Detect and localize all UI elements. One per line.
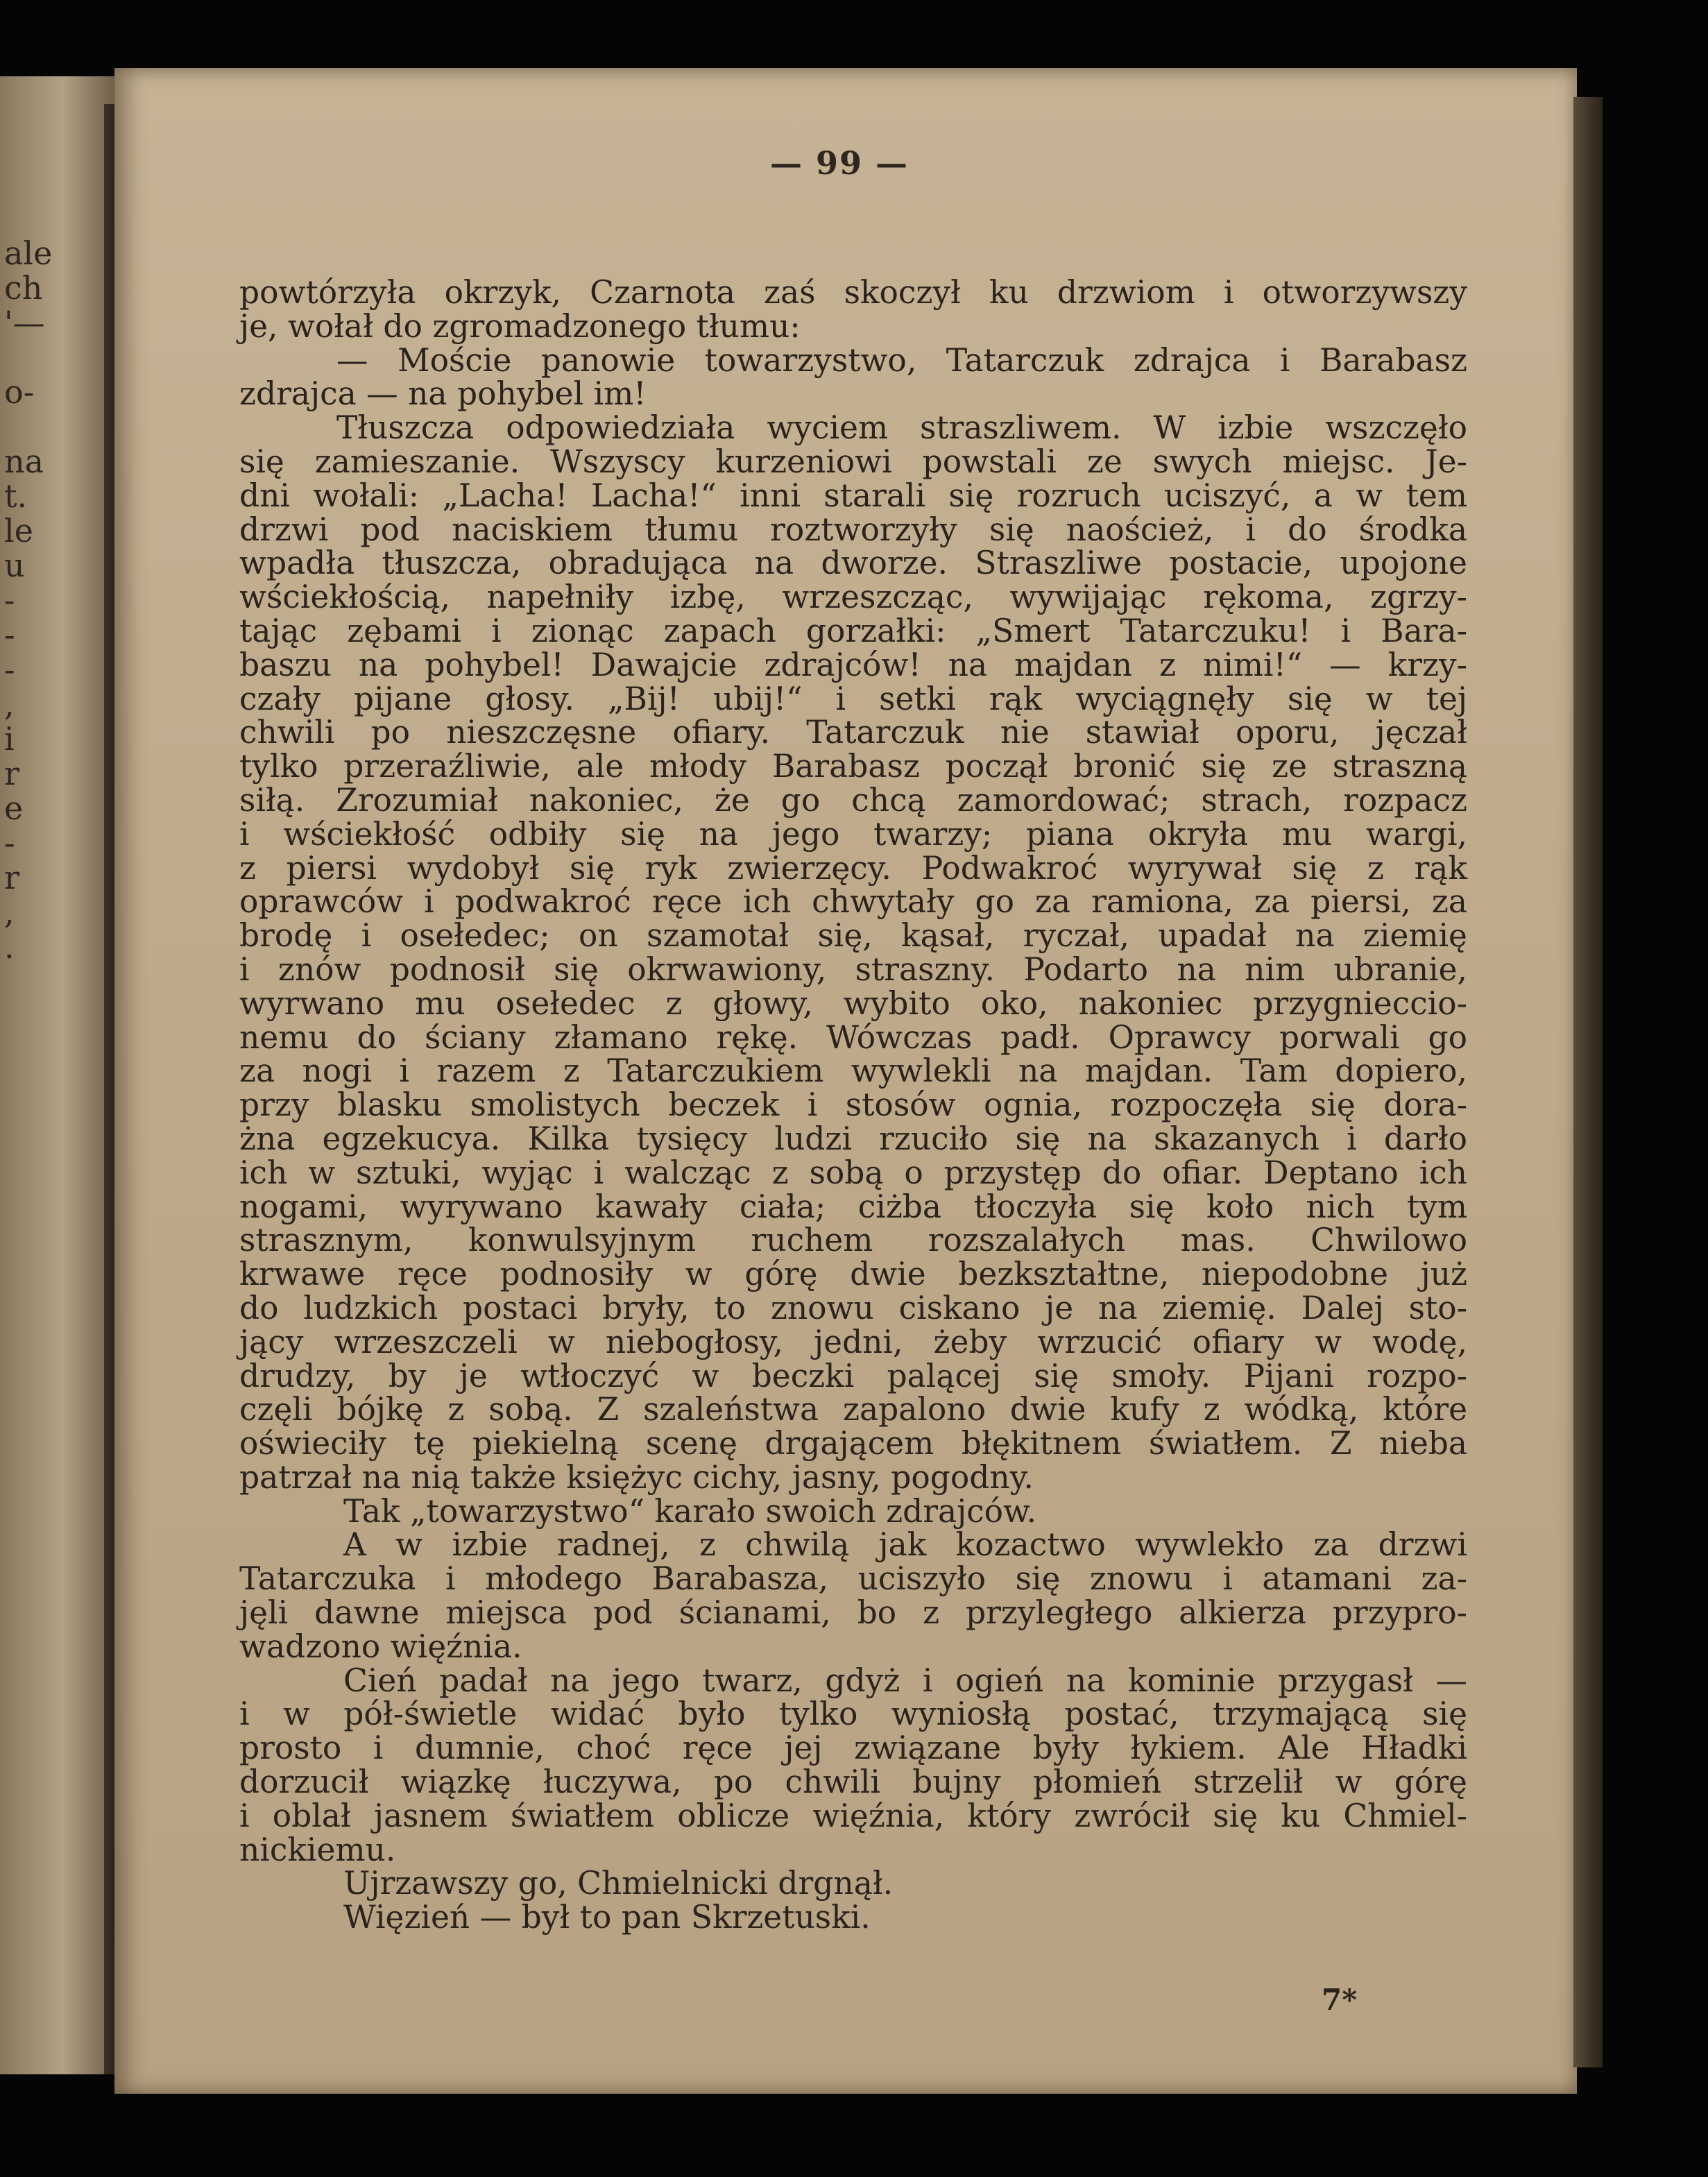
- text-line: oświeciły tę piekielną scenę drgającem błękitnem światłem. Z nieba: [239, 1425, 1467, 1462]
- text-line: Więzień — był to pan Skrzetuski.: [343, 1899, 871, 1936]
- text-line: wyrwano mu osełedec z głowy, wybito oko, nakoniec przygnieccio-: [239, 984, 1467, 1022]
- text-line: chwili po nieszczęsne ofiary. Tatarczuk nie stawiał oporu, jęczał: [239, 714, 1467, 751]
- text-line: częli bójkę z sobą. Z szaleństwa zapalono dwie kufy z wódką, które: [239, 1391, 1467, 1428]
- text-line: tając zębami i zionąc zapach gorzałki: „Smert Tatarczuku! i Bara-: [239, 612, 1467, 649]
- text-line: wpadła tłuszcza, obradująca na dworze. Straszliwe postacie, upojone: [239, 545, 1467, 582]
- text-line: A w izbie radnej, z chwilą jak kozactwo wywlekło za drzwi: [343, 1526, 1467, 1564]
- text-line: brodę i osełedec; on szamotał się, kąsał, ryczał, upadał na ziemię: [239, 917, 1467, 955]
- left-page-text-fragments: ale ch '— o- na t. le u - - - , i r e - r , .: [4, 234, 53, 966]
- text-line: wadzono więźnia.: [239, 1628, 522, 1665]
- signature-mark: 7*: [1322, 1983, 1358, 2017]
- text-line: czały pijane głosy. „Bij! ubij!“ i setki rąk wyciągnęły się w tej: [239, 680, 1467, 717]
- left-page-edge: [0, 76, 114, 2074]
- text-line: nogami, wyrywano kawały ciała; ciżba tłoczyła się koło nich tym: [239, 1188, 1467, 1225]
- text-line: dni wołali: „Lacha! Lacha!“ inni starali się rozruch uciszyć, a w tem: [239, 477, 1467, 514]
- text-line: i wściekłość odbiły się na jego twarzy; piana okryła mu wargi,: [239, 815, 1467, 853]
- text-line: krwawe ręce podnosiły w górę dwie bezkształtne, niepodobne już: [239, 1256, 1467, 1293]
- text-line: baszu na pohybel! Dawajcie zdrajców! na majdan z nimi!“ — krzy-: [239, 646, 1467, 683]
- text-line: przy blasku smolistych beczek i stosów ognia, rozpoczęła się dora-: [239, 1086, 1467, 1124]
- text-line: żna egzekucya. Kilka tysięcy ludzi rzuciło się na skazanych i darło: [239, 1120, 1467, 1157]
- text-line: powtórzyła okrzyk, Czarnota zaś skoczył ku drzwiom i otworzywszy: [239, 274, 1467, 311]
- text-line: oprawców i podwakroć ręce ich chwytały go za ramiona, za piersi, za: [239, 883, 1467, 921]
- text-line: drzwi pod naciskiem tłumu roztworzyły się naoścież, i do środka: [239, 511, 1467, 548]
- text-line: dorzucił wiązkę łuczywa, po chwili bujny płomień strzelił w górę: [239, 1764, 1467, 1801]
- text-line: tylko przeraźliwie, ale młody Barabasz począł bronić się ze straszną: [239, 748, 1467, 785]
- page-stack-edge: [1573, 97, 1603, 2067]
- text-line: i znów podnosił się okrwawiony, straszny. Podarto na nim ubranie,: [239, 950, 1467, 988]
- text-line: jęli dawne miejsca pod ścianami, bo z przyległego alkierza przypro-: [239, 1594, 1467, 1632]
- text-line: wściekłością, napełniły izbę, wrzeszcząc, wywijając rękoma, zgrzy-: [239, 579, 1467, 616]
- text-line: nemu do ściany złamano rękę. Wówczas padł. Oprawcy porwali go: [239, 1018, 1467, 1056]
- text-line: ich w sztuki, wyjąc i walcząc z sobą o przystęp do ofiar. Deptano ich: [239, 1154, 1467, 1191]
- text-line: patrzał na nią także księżyc cichy, jasny, pogodny.: [239, 1458, 1034, 1496]
- text-line: z piersi wydobył się ryk zwierzęcy. Podwakroć wyrywał się z rąk: [239, 849, 1467, 887]
- text-line: za nogi i razem z Tatarczukiem wywlekli na majdan. Tam dopiero,: [239, 1052, 1467, 1090]
- text-line: Tak „towarzystwo“ karało swoich zdrajców.: [343, 1492, 1037, 1530]
- text-line: jący wrzeszczeli w niebogłosy, jedni, żeby wrzucić ofiary w wodę,: [239, 1323, 1467, 1360]
- text-line: do ludzkich postaci bryły, to znowu ciskano je na ziemię. Dalej sto-: [239, 1289, 1467, 1326]
- page-number: — 99 —: [769, 144, 909, 182]
- text-line: i oblał jasnem światłem oblicze więźnia, który zwrócił się ku Chmiel-: [239, 1797, 1467, 1834]
- text-line: nickiemu.: [239, 1831, 396, 1868]
- text-line: Tatarczuka i młodego Barabasza, uciszyło się znowu i atamani za-: [239, 1560, 1467, 1598]
- text-line: i w pół-świetle widać było tylko wyniosłą postać, trzymającą się: [239, 1696, 1467, 1733]
- text-line: je, wołał do zgromadzonego tłumu:: [239, 307, 801, 345]
- text-line: siłą. Zrozumiał nakoniec, że go chcą zamordować; strach, rozpacz: [239, 781, 1467, 819]
- text-line: drudzy, by je wtłoczyć w beczki palącej się smoły. Pijani rozpo-: [239, 1357, 1467, 1394]
- text-line: Cień padał na jego twarz, gdyż i ogień na kominie przygasł —: [343, 1662, 1467, 1699]
- text-line: Ujrzawszy go, Chmielnicki drgnął.: [343, 1865, 894, 1902]
- text-line: prosto i dumnie, choć ręce jej związane były łykiem. Ale Hładki: [239, 1730, 1467, 1767]
- body-text: [239, 276, 1467, 1935]
- text-line: zdrajca — na pohybel im!: [239, 375, 647, 413]
- text-line: — Moście panowie towarzystwo, Tatarczuk zdrajca i Barabasz: [336, 341, 1467, 379]
- text-line: się zamieszanie. Wszyscy kurzeniowi powstali ze swych miejsc. Je-: [239, 443, 1467, 480]
- text-line: strasznym, konwulsyjnym ruchem rozszalałych mas. Chwilowo: [239, 1222, 1467, 1259]
- text-line: Tłuszcza odpowiedziała wyciem straszliwem. W izbie wszczęło: [336, 409, 1467, 447]
